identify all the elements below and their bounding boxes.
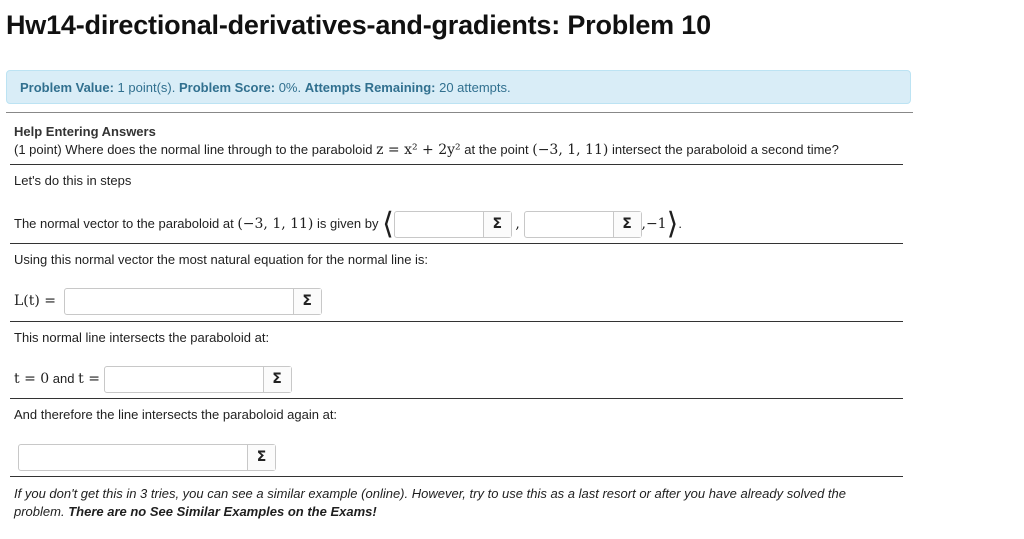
paraboloid-equation: z = x² + 2y² [376, 142, 461, 158]
help-entering-answers-link[interactable]: Help Entering Answers [14, 124, 156, 139]
intersection-point-input[interactable] [18, 444, 276, 471]
lt-label: L(t) = [14, 293, 57, 309]
second-point-row [18, 443, 276, 471]
normal-x-input[interactable] [394, 211, 512, 238]
attempts-remaining: 20 attempts. [439, 80, 511, 95]
normal-vector-text-2: is given by [317, 216, 379, 231]
question-text-1: (1 point) Where does the normal line through to the paraboloid [14, 142, 373, 157]
note-bold-text: There are no See Similar Examples on the Exams! [68, 504, 377, 519]
normal-vector-row [14, 206, 682, 242]
divider [6, 112, 913, 113]
divider [10, 321, 903, 322]
intersect-prompt: This normal line intersects the paraboloid at: [14, 330, 270, 345]
equation-editor-button[interactable]: Σ [293, 289, 321, 314]
attempts-label: Attempts Remaining: [304, 80, 436, 95]
normal-vector-text: The normal vector to the paraboloid at [14, 216, 234, 231]
problem-info-bar [6, 70, 911, 104]
equation-editor-button[interactable]: Σ [613, 212, 641, 237]
equation-editor-button[interactable]: Σ [247, 445, 275, 470]
problem-score: 0%. [278, 80, 302, 95]
left-angle-bracket: ⟨ [382, 206, 394, 242]
normal-z-component: ,−1 [641, 216, 667, 232]
right-angle-bracket: ⟩ [666, 206, 679, 242]
point-coordinates: (−3, 1, 11) [532, 142, 609, 158]
equation-editor-button[interactable]: Σ [263, 367, 291, 392]
question-text-2: at the point [464, 142, 529, 157]
t-values-row [14, 365, 292, 393]
divider [10, 398, 903, 399]
again-prompt: And therefore the line intersects the paraboloid again at: [14, 407, 338, 422]
problem-value-label: Problem Value: [20, 80, 114, 95]
steps-intro: Let's do this in steps [14, 173, 132, 188]
question-text-3: intersect the paraboloid a second time? [611, 142, 839, 157]
similar-example-note [14, 485, 874, 521]
t-zero-label: t = 0 [14, 371, 50, 387]
normal-y-input[interactable] [524, 211, 642, 238]
and-text: and [52, 371, 75, 386]
divider [10, 476, 903, 477]
t-value-input[interactable] [104, 366, 292, 393]
divider [10, 243, 903, 244]
normal-line-prompt: Using this normal vector the most natural equation for the normal line is: [14, 252, 429, 267]
period: . [678, 216, 682, 231]
problem-score-label: Problem Score: [178, 80, 276, 95]
comma: , [515, 216, 520, 232]
problem-question [14, 142, 839, 158]
normal-line-input[interactable] [64, 288, 322, 315]
divider [10, 164, 903, 165]
equation-editor-button[interactable]: Σ [483, 212, 511, 237]
note-text: If you don't get this in 3 tries, you can see a similar example (online). However, try to use this as a last resort or after you have already solved the problem. [14, 486, 846, 519]
page-title: Hw14-directional-derivatives-and-gradients: Problem 10 [6, 10, 711, 40]
normal-vector-point: (−3, 1, 11) [237, 216, 314, 232]
line-equation-row [14, 287, 322, 315]
t-label: t = [78, 371, 100, 387]
problem-value: 1 point(s). [117, 80, 176, 95]
